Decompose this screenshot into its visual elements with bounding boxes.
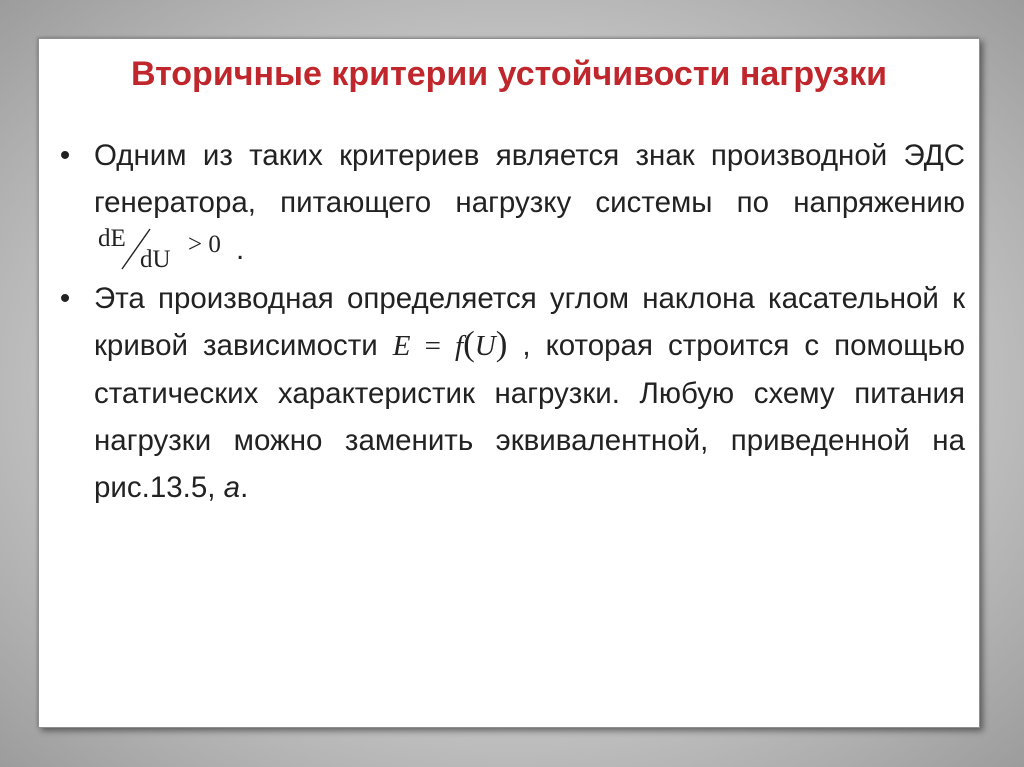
- bullet-text-end: .: [240, 471, 249, 504]
- formula-eq: =: [424, 330, 441, 362]
- bullet-marker: •: [59, 282, 71, 315]
- bullet-marker: •: [59, 139, 71, 172]
- formula-close-paren: ): [495, 324, 508, 363]
- bullet-text: Одним из таких критериев является знак производной ЭДС генератора, питающего нагрузку системы по напряжению: [94, 139, 965, 219]
- slide: [38, 38, 980, 728]
- formula-arg: U: [474, 330, 496, 362]
- bullet-item: [55, 275, 965, 511]
- figure-ref-letter: а: [223, 471, 241, 504]
- formula-relation: > 0: [188, 231, 221, 258]
- formula-func: f: [455, 330, 464, 362]
- bullet-text-end: .: [236, 233, 245, 266]
- function-formula: [392, 324, 508, 363]
- formula-open-paren: (: [463, 324, 475, 363]
- bullet-text: Эта производная определяется углом наклона касательной к кривой зависимости: [94, 282, 965, 362]
- bullet-list: [55, 132, 965, 511]
- formula-numerator: dE: [98, 225, 126, 252]
- formula-lhs: E: [392, 330, 411, 362]
- bullet-text-cont: , которая строится с помощью статических характеристик нагрузки. Любую схему питания нагрузки можно заменить эквивалентной, приведенной на рис.13.5,: [94, 329, 966, 504]
- formula-denominator: dU: [140, 246, 171, 273]
- derivative-formula: [94, 226, 236, 273]
- bullet-item: [55, 132, 965, 273]
- slide-title: Вторичные критерии устойчивости нагрузки: [130, 55, 888, 93]
